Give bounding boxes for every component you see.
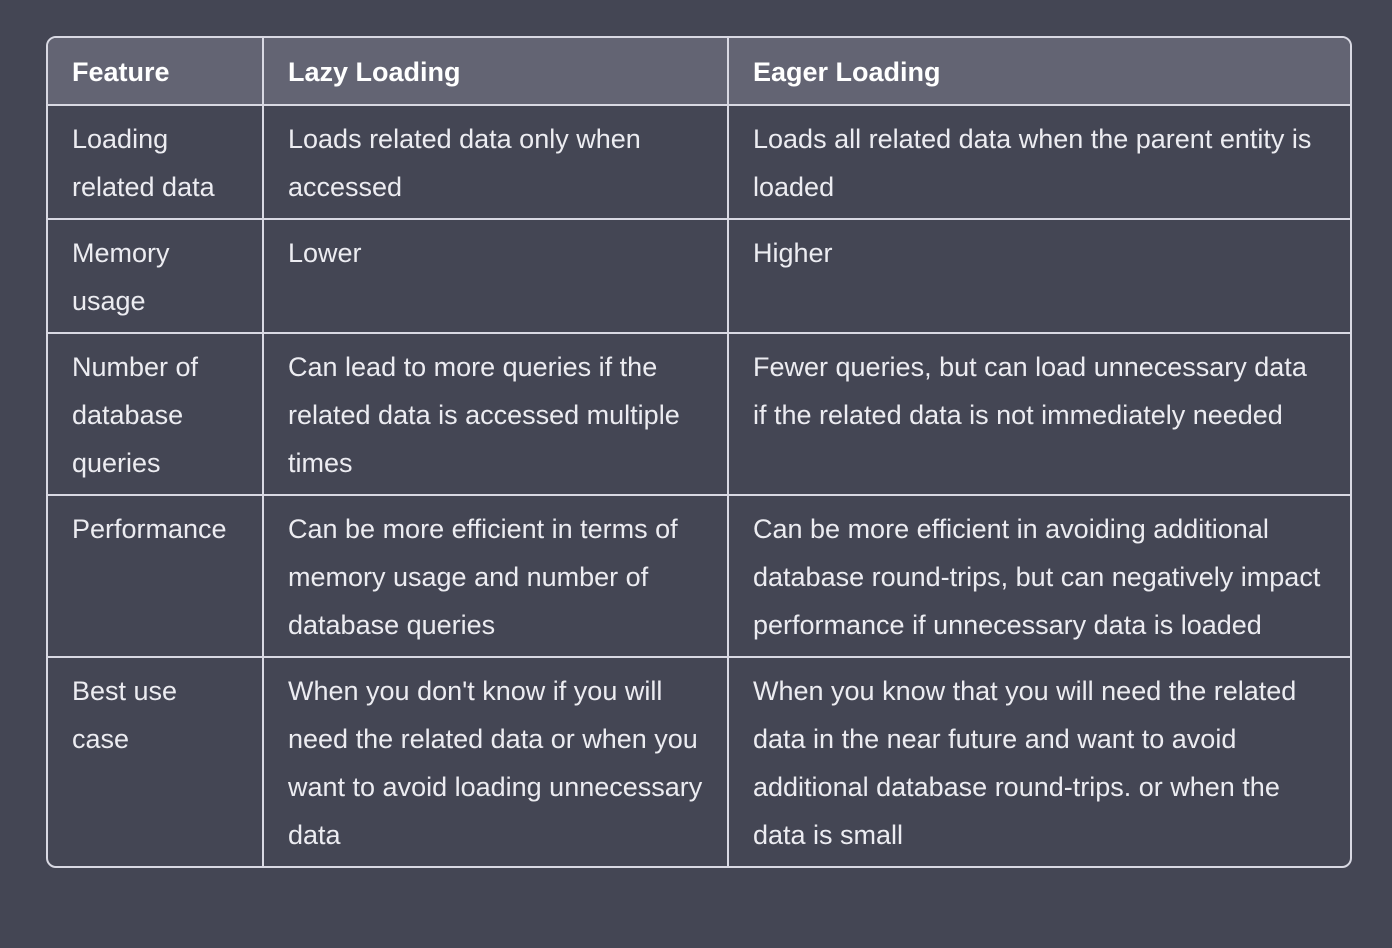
table-row — [48, 657, 1350, 866]
lazy-cell: Can be more efficient in terms of memory usage and number of database queries — [263, 495, 728, 657]
header-eager-loading: Eager Loading — [728, 38, 1350, 105]
lazy-cell: When you don't know if you will need the related data or when you want to avoid loading unnecessary data — [263, 657, 728, 866]
eager-cell: Loads all related data when the parent entity is loaded — [728, 105, 1350, 219]
eager-cell: When you know that you will need the related data in the near future and want to avoid additional database round-trips. or when the data is small — [753, 676, 1297, 850]
table-row — [48, 495, 1350, 657]
eager-cell: Can be more efficient in avoiding additional database round-trips, but can negatively impact performance if unnecessary data is loaded — [728, 495, 1350, 657]
eager-cell: Fewer queries, but can load unnecessary data if the related data is not immediately needed — [728, 333, 1350, 495]
eager-cell: Higher — [728, 219, 1350, 333]
lazy-cell: Lower — [263, 219, 728, 333]
feature-cell: Best use case — [48, 657, 263, 866]
comparison-table-grid — [48, 38, 1350, 866]
header-lazy-loading: Lazy Loading — [263, 38, 728, 105]
table-row — [48, 333, 1350, 495]
feature-cell: Loading related data — [48, 105, 263, 219]
table-header — [48, 38, 1350, 105]
table-row — [48, 105, 1350, 219]
feature-cell: Number of database queries — [48, 333, 263, 495]
lazy-cell: Can lead to more queries if the related data is accessed multiple times — [263, 333, 728, 495]
header-row — [48, 38, 1350, 105]
feature-cell: Memory usage — [48, 219, 263, 333]
lazy-cell: Loads related data only when accessed — [263, 105, 728, 219]
header-feature: Feature — [48, 38, 263, 105]
table-row — [48, 219, 1350, 333]
table-body — [48, 105, 1350, 866]
feature-cell: Performance — [48, 495, 263, 657]
comparison-table — [46, 36, 1352, 868]
